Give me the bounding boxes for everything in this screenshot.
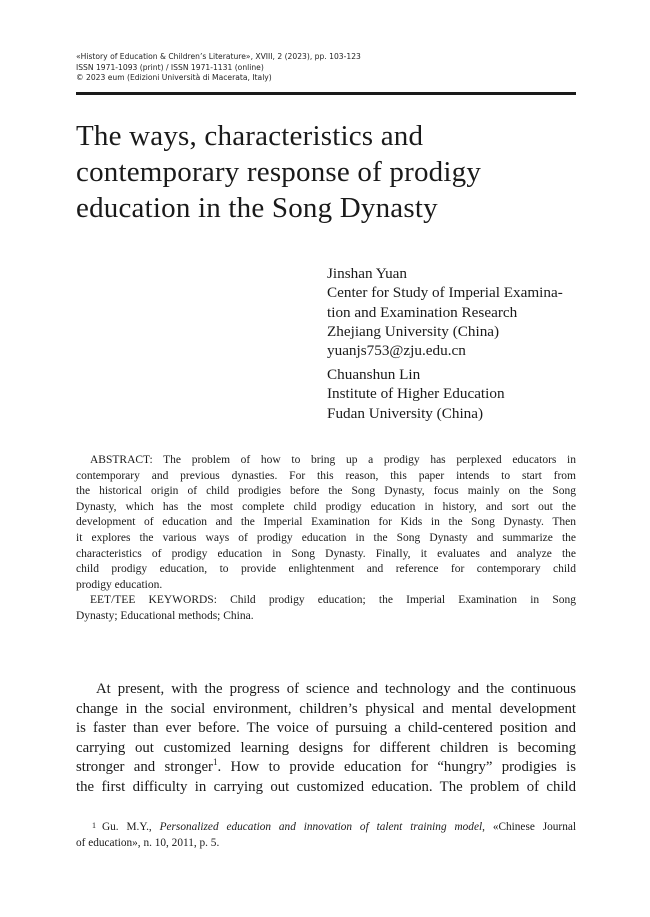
- author-block-2: [327, 365, 587, 423]
- body-line: carrying out customized learning designs for different children is becoming: [76, 739, 576, 756]
- body-text-segment: stronger and stronger: [76, 759, 213, 776]
- abstract-line: prodigy education.: [76, 578, 163, 591]
- abstract-line: characteristics of prodigy education in Song Dynasty. Finally, it evaluates and analyze the: [76, 547, 576, 560]
- title-line: contemporary response of prodigy: [76, 156, 482, 188]
- body-line: is faster than ever before. The voice of pursuing a child-centered position and: [76, 720, 576, 737]
- footnote-journal: , «Chinese Journal: [482, 821, 576, 833]
- footnote-line: [76, 818, 576, 836]
- keywords-line: EET/TEE KEYWORDS: Child prodigy education; the Imperial Examination in Song: [90, 594, 576, 607]
- body-paragraph: [76, 680, 576, 798]
- footnote-author: Gu. M.Y.,: [102, 821, 160, 833]
- abstract-line: development of education and the Imperial Examination for Kids in the Song Dynasty. Then: [76, 516, 576, 529]
- author-affiliation: Center for Study of Imperial Examina-: [327, 284, 563, 302]
- footnote: [76, 818, 576, 851]
- abstract: [76, 453, 576, 625]
- abstract-line: it explores the various ways of prodigy education in the Song Dynasty and summarize the: [76, 531, 576, 544]
- author-affiliation: tion and Examination Research: [327, 303, 518, 321]
- header-rule: [76, 92, 576, 95]
- title-line: The ways, characteristics and: [76, 120, 424, 152]
- footnote-line: of education», n. 10, 2011, p. 5.: [76, 836, 220, 849]
- author-email: yuanjs753@zju.edu.cn: [327, 342, 466, 360]
- body-text-segment: . How to provide education for “hungry” prodigies is: [217, 759, 576, 776]
- author-block-1: [327, 264, 587, 360]
- article-title: [76, 118, 576, 226]
- title-line: education in the Song Dynasty: [76, 192, 438, 224]
- footnote-reference[interactable]: 1: [212, 757, 218, 768]
- issn-line: ISSN 1971-1093 (print) / ISSN 1971-1131 (online): [76, 62, 264, 72]
- author-name: Chuanshun Lin: [327, 366, 421, 383]
- abstract-line: contemporary and previous dynasties. For this reason, this paper intends to start from: [76, 469, 576, 482]
- journal-header: [76, 52, 576, 84]
- body-line: At present, with the progress of science and technology and the continuous: [96, 681, 576, 697]
- abstract-line: child prodigy education, to provide enlightenment and reference for contemporary child: [76, 563, 576, 576]
- abstract-line: ABSTRACT: The problem of how to bring up a prodigy has perplexed educators in: [90, 454, 576, 466]
- keywords-line: Dynasty; Educational methods; China.: [76, 609, 254, 622]
- abstract-line: the historical origin of child prodigies before the Song Dynasty, focus mainly on the Song: [76, 485, 576, 498]
- author-affiliation: Fudan University (China): [327, 404, 484, 422]
- body-line: the first difficulty in carrying out customized education. The problem of child: [76, 778, 576, 795]
- author-affiliation: Institute of Higher Education: [327, 385, 505, 403]
- body-line: change in the social environment, children’s physical and mental development: [76, 700, 576, 717]
- author-affiliation: Zhejiang University (China): [327, 322, 500, 340]
- copyright-line: © 2023 eum (Edizioni Università di Macerata, Italy): [76, 73, 272, 82]
- footnote-number: 1: [92, 821, 96, 830]
- journal-citation: «History of Education & Children’s Literature», XVIII, 2 (2023), pp. 103-123: [76, 52, 361, 61]
- author-name: Jinshan Yuan: [327, 265, 408, 282]
- abstract-line: Dynasty, which has the most complete child prodigy education in history, and sort out the: [76, 500, 576, 513]
- body-line: [76, 758, 576, 778]
- footnote-title: Personalized education and innovation of talent training model: [159, 821, 483, 833]
